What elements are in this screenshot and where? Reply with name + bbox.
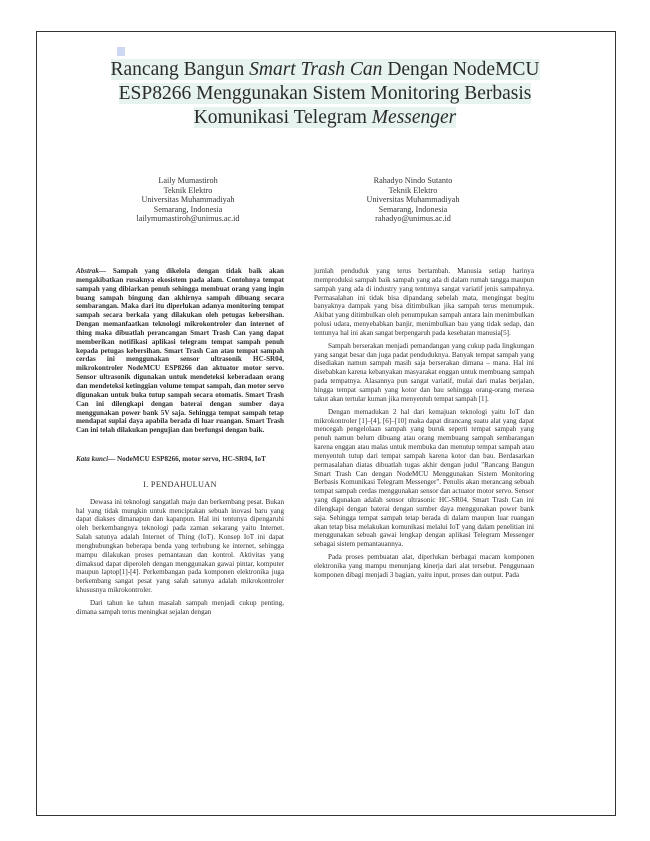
abstract <box>76 267 284 435</box>
author-univ: Universitas Muhammadiyah <box>366 195 460 204</box>
right-column <box>314 267 534 580</box>
abstract-lead: Abstrak <box>76 267 99 275</box>
paper-title <box>110 58 540 130</box>
body-paragraph-1: jumlah penduduk yang terus bertambah. Manusia setiap harinya memproduksi sampah baik sampah yang ada di dalam rumah tangga maupun sampah yang ada di industry yang tentunya sangat variatif jenis sampahnya. Permasalahan ini tidak bisa dipandang sebelah mata, mengingat begitu banyaknya dampak yang bisa ditimbulkan jika sampah terus menumpuk. Akibat yang ditimbulkan oleh penumpukan sampah antara lain menimbulkan polusi udara, menyebabkan banjir, menimbulkan bau yang tidak sedap, dan tentunya hal ini akan sangat berpengaruh pada kesehatan manusia[5]. <box>314 267 534 337</box>
title-italic-2: Messenger <box>371 107 457 128</box>
keywords-lead: Kata kunci <box>76 455 109 464</box>
section-heading: I. PENDAHULUAN <box>143 479 217 489</box>
author-2 <box>328 176 498 224</box>
author-email: lailymumastiroh@unimus.ac.id <box>136 214 240 223</box>
intro-paragraph-2: Dari tahun ke tahun masalah sampah menjadi cukup penting, dimana sampah terus meningkat sejalan dengan <box>76 599 284 616</box>
keywords-text: — NodeMCU ESP8266, motor servo, HC-SR04, IoT <box>108 455 266 464</box>
author-1 <box>108 176 268 224</box>
keywords <box>76 455 284 464</box>
title-text-2: Dengan NodeMCU ESP8266 Menggunakan Sistem Monitoring Berbasis Komunikasi Telegram <box>118 59 540 128</box>
body-paragraph-4: Pada proses pembuatan alat, diperlukan berbagai macam komponen elektronika yang mampu menunjang kinerja dari alat tersebut. Penggunaan komponen dibagi menjadi 3 bagian, yaitu input, proses dan output. Pada <box>314 553 534 579</box>
author-name: Laily Mumastiroh <box>158 176 218 185</box>
author-dept: Teknik Elektro <box>388 185 438 195</box>
author-city: Semarang, Indonesia <box>153 204 223 214</box>
author-univ: Universitas Muhammadiyah <box>141 195 235 204</box>
intro-paragraph-1: Dewasa ini teknologi sangatlah maju dan berkembang pesat. Bukan hal yang tidak mungkin untuk menciptakan sebuah inovasi baru yang dapat diakses dimanapun dan kapanpun. Hal ini tentunya dipengaruhi oleh berkembangnya teknologi pada zaman sekarang yaitu Internet. Salah satunya adalah Internet of Thing (IoT). Konsep IoT ini dapat menghubungkan beberapa benda yang terhubung ke internet, sehingga mampu dilakukan proses pemantauan dan kontrol. Aktivitas yang dimaksud dapat diperoleh dengan menggunakan gawai pintar, komputer maupun laptop[1]-[4]. Perkembangan pada komponen elektronika juga berkembang sangat pesat yang salah satunya adalah mikrokontroler khususnya mikrokontroler. <box>76 497 284 595</box>
author-email: rahadyo@unimus.ac.id <box>375 214 451 223</box>
left-column <box>76 267 284 617</box>
body-paragraph-3: Dengan memadukan 2 hal dari kemajuan teknologi yaitu IoT dan mikrokontroler [1]–[4], [6]–[10] maka dapat dirancang suatu alat yang dapat mencegah pengelolaan sampah yang buruk seperti tempat sampah yang penuh namun belum dibuang atau orang membuang sampah sembarangan karena enggan atau malas untuk membuka dan menutup tempat sampah atau menyentuh tutup dari tempat sampah karena kotor dan bau. Berdasarkan permasalahan diatas dibuatlah tugas akhir dengan judul "Rancang Bangun Smart Trash Can dengan NodeMCU Menggunakan Sistem Monitoring Berbasis Komunikasi Telegram Messenger". Penulis akan merancang sebuah tempat sampah cerdas menggunakan sensor dan actuator motor servo. Sensor yang digunakan adalah sensor ultrasonic HC-SR04. Smart Trash Can ini dilengkapi dengan baterai dengan sumber daya menggunakan power bank saja. Sehingga tempat sampah tetap berada di dalam maupun luar ruangan akan tetap bisa melakukan komunikasi melalui IoT yang dalam penelitian ini menggunakan sebuah gawai lengkap dengan aplikasi Telegram Messenger sebagai sistem pemantauannya. <box>314 407 534 549</box>
author-dept: Teknik Elektro <box>163 185 213 195</box>
annotation-marker <box>117 47 125 56</box>
author-name: Rahadyo Nindo Sutanto <box>373 176 453 185</box>
title-text-1: Rancang Bangun <box>110 59 250 80</box>
title-italic-1: Smart Trash Can <box>249 59 383 80</box>
abstract-text: — Sampah yang dikelola dengan tidak baik akan mengakibatkan rusaknya ekosistem pada alam. Contohnya tempat sampah yang dibiarkan penuh sehingga membuat orang yang ingin buang sampah bingung dan akhirnya sampah dibuang secara sembarangan. Maka dari itu diperlukan adanya monitoring tempat sampah secara berkala yang dilakukan oleh petugas kebersihan. Dengan memanfaatkan teknologi mikrokontroler dan internet of thing maka dibuatlah perancangan Smart Trash Can yang dapat memberikan notifikasi aplikasi telegram tempat sampah penuh kepada petugas kebersihan. Smart Trash Can atau tempat sampah cerdas ini menggunakan sensor ultrasonik HC-SR04, mikrokontroler NodeMCU ESP8266 dan aktuator motor servo. Sensor ultrasonik digunakan untuk mendeteksi keberadaan orang dan mendeteksi ketinggian volume tempat sampah, dan motor servo digunakan untuk buka tutup sampah secara otomatis. Smart Trash Can ini dilengkapi dengan baterai dengan sumber daya menggunakan power bank 5V saja. Sehingga tempat sampah tetap mendapat suplai daya apabila berada di luar ruangan. Smart Trash Can ini telah dilakukan pengujian dan berfungsi dengan baik. <box>76 267 284 435</box>
body-paragraph-2: Sampah berserakan menjadi pemandangan yang cukup pada lingkungan yang sangat besar dan juga padat penduduknya. Banyak tempat sampah yang disediakan namun sampah masih saja berserakan dimana – mana. Hal ini disebabkan karena kebanyakan masyarakat enggan untuk membuang sampah pada tempatnya. Alasannya pun sangat variatif, mulai dari malas berjalan, hingga tempat sampah yang kotor dan bau sehingga orang-orang merasa takut akan tertular kuman jika menyentuh tempat sampah [1]. <box>314 341 534 403</box>
author-city: Semarang, Indonesia <box>378 204 448 214</box>
